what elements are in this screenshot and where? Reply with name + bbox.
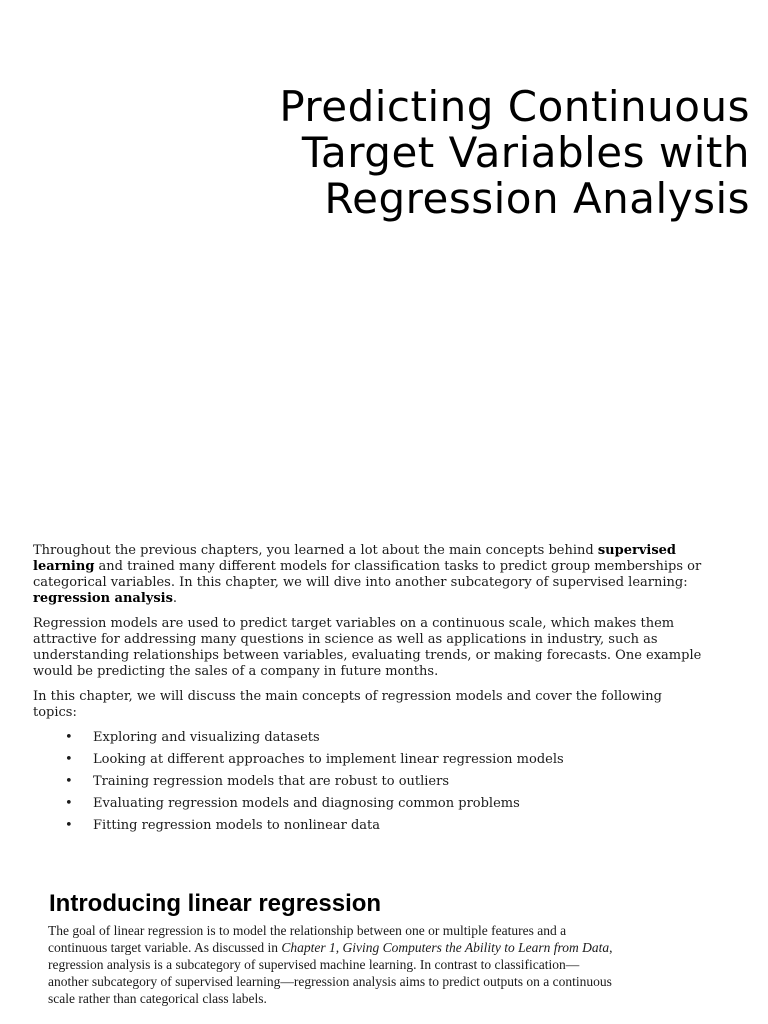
intro-paragraph: In this chapter, we will discuss the main concepts of regression models and cover the following topics: <box>33 689 662 720</box>
chapter-title-line: Regression Analysis <box>324 174 750 223</box>
key-term-supervised-learning: supervised learning <box>33 543 677 574</box>
intro-paragraph: Regression models are used to predict target variables on a continuous scale, which makes them attractive for addressing many questions in science as well as applications in industry, such as understanding relationships between variables, evaluating trends, or making forecasts. One example would be predicting the sales of a company in future months. <box>33 616 702 679</box>
chapter-reference: Chapter 1, Giving Computers the Ability to Learn from Data <box>281 940 610 955</box>
list-item: • Training regression models that are robust to outliers <box>33 774 705 790</box>
intro-text: Throughout the previous chapters, you learned a lot about the main concepts behind <box>33 543 598 558</box>
topic-list <box>33 730 705 834</box>
section-text: , regression analysis is a subcategory of supervised machine learning. In contrast to classification—another subcategory of supervised learning—regression analysis aims to predict outputs on a continuous scale rather than categorical class labels. <box>48 940 613 1006</box>
intro-text: . <box>172 591 178 606</box>
section-text: The goal of linear regression is to model the relationship between one or multiple features and a continuous target variable. As discussed in <box>48 923 567 955</box>
chapter-title <box>0 84 750 222</box>
list-item: • Exploring and visualizing datasets <box>33 730 705 746</box>
list-item: • Evaluating regression models and diagnosing common problems <box>33 796 705 812</box>
section-heading: Introducing linear regression <box>49 890 382 917</box>
list-item: • Looking at different approaches to implement linear regression models <box>33 752 705 768</box>
chapter-intro <box>33 543 705 840</box>
intro-paragraph <box>33 543 705 607</box>
key-term-regression-analysis: regression analysis <box>33 591 173 606</box>
list-item: • Fitting regression models to nonlinear data <box>33 818 705 834</box>
section-paragraph <box>48 922 618 1007</box>
chapter-title-line: Predicting Continuous <box>279 82 750 131</box>
chapter-title-line: Target Variables with <box>301 128 750 177</box>
intro-text: and trained many different models for classification tasks to predict group memberships or categorical variables. In this chapter, we will dive into another subcategory of supervised learning: <box>33 559 702 590</box>
